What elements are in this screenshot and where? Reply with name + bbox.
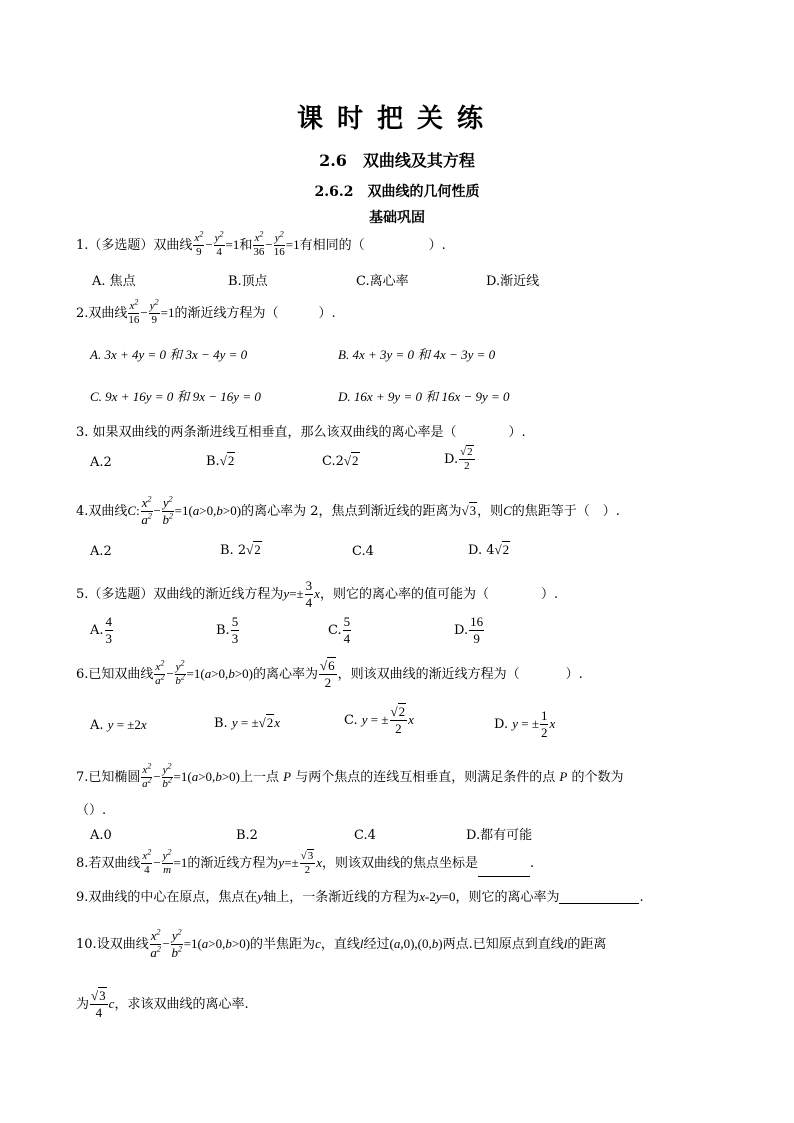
- question-10-line2: 为 $\frac{√3}{4}$ c，求该双曲线的离心率.: [76, 988, 249, 1020]
- question-7-line2: （）.: [76, 803, 107, 818]
- question-4-stem: 4.双曲线C: $\frac{x^2}{a^2}$ − $\frac{y^2}{b^2}$ =1(a>0,b>0)的离心率为 2，焦点到渐近线的距离为√3，则C的焦距等于（ ）.: [76, 494, 620, 527]
- question-7-stem: 7.已知椭圆 $\frac{x^2}{a^2}$ − $\frac{y^2}{b^2}$ =1(a>0,b>0)上一点 P 与两个焦点的连线互相垂直，则满足条件的点 P 的个数为: [76, 761, 624, 790]
- section-heading: 2.6 双曲线及其方程: [319, 151, 475, 170]
- q6-option-d: D. y = ± $\frac{1}{2}$ x: [494, 708, 556, 740]
- page-title: 课时把关练: [296, 104, 497, 134]
- q6-option-c: C. y = ± $\frac{√2}{2}$ x: [344, 704, 414, 736]
- q1-option-c: C.离心率: [356, 274, 409, 289]
- subsection-heading: 2.6.2 双曲线的几何性质: [314, 184, 480, 200]
- q2-option-a: A. 3x + 4y = 0 和 3x − 4y = 0: [90, 347, 248, 362]
- q7-option-b: B.2: [236, 828, 258, 843]
- q7-option-c: C.4: [354, 828, 376, 843]
- question-6-stem: 6.已知双曲线 $\frac{x^2}{a^2}$ − $\frac{y^2}{b^2}$ =1(a>0,b>0)的离心率为 $\frac{√6}{2}$ ，则该双曲线的渐近线方程为（ ）.: [76, 658, 583, 690]
- q7-option-a: A.0: [90, 828, 112, 843]
- q2-option-b: B. 4x + 3y = 0 和 4x − 3y = 0: [338, 347, 496, 362]
- q6-option-b: B. y = ±√2x: [214, 715, 280, 731]
- q5-option-d: D. $\frac{16}{9}$: [454, 614, 484, 646]
- q3-option-b: B.√2: [206, 453, 235, 469]
- q9-answer-blank[interactable]: [559, 891, 639, 904]
- q4-option-a: A.2: [90, 544, 112, 559]
- q3-option-d: D. $\frac{√2}{2}$: [444, 446, 473, 472]
- q3-option-a: A.2: [90, 455, 112, 470]
- q4-option-c: C.4: [352, 544, 374, 559]
- q7-option-d: D.都有可能: [466, 828, 533, 843]
- question-1-stem: 1.（多选题）双曲线 $\frac{x^2}{9}$ − $\frac{y^2}{4}$ =1和 $\frac{x^2}{36}$ − $\frac{y^2}{16}$ =1有相同的（ ）.: [76, 229, 446, 258]
- q2-option-d: D. 16x + 9y = 0 和 16x − 9y = 0: [338, 389, 510, 404]
- part-heading: 基础巩固: [369, 210, 425, 226]
- q4-option-d: D. 4√2: [468, 542, 510, 558]
- q1-option-a: A. 焦点: [92, 274, 136, 289]
- question-8-stem: 8.若双曲线 $\frac{x^2}{4}$ − $\frac{y^2}{m}$ =1的渐近线方程为y=± $\frac{√3}{2}$ x，则该双曲线的焦点坐标是 .: [76, 847, 535, 876]
- question-5-stem: 5.（多选题）双曲线的渐近线方程为y=± $\frac{3}{4}$ x，则它的离心率的值可能为（ ）.: [76, 578, 559, 610]
- q1-option-b: B.顶点: [228, 274, 268, 289]
- q3-option-c: C.2√2: [322, 453, 359, 469]
- q4-option-b: B. 2√2: [220, 542, 261, 558]
- q6-option-a: A. y = ±2x: [90, 717, 147, 733]
- q1-option-d: D.渐近线: [486, 274, 540, 289]
- question-9-stem: 9.双曲线的中心在原点，焦点在y轴上，一条渐近线的方程为x-2y=0，则它的离心率为 .: [76, 889, 644, 905]
- q8-answer-blank[interactable]: [478, 864, 530, 877]
- question-10-stem: 10.设双曲线 $\frac{x^2}{a^2}$ − $\frac{y^2}{b^2}$ =1(a>0,b>0)的半焦距为c，直线l经过(a,0),(0,b)两点.已知原点到直线l的距离: [76, 927, 607, 960]
- q5-option-a: A. $\frac{4}{3}$: [90, 614, 113, 646]
- q5-option-b: B. $\frac{5}{3}$: [216, 614, 239, 646]
- q2-option-c: C. 9x + 16y = 0 和 9x − 16y = 0: [90, 389, 261, 404]
- question-3-stem: 3. 如果双曲线的两条渐进线互相垂直，那么该双曲线的离心率是（ ）.: [76, 425, 526, 440]
- q5-option-c: C. $\frac{5}{4}$: [328, 614, 351, 646]
- question-2-stem: 2.双曲线 $\frac{x^2}{16}$ − $\frac{y^2}{9}$ =1的渐近线方程为（ ）.: [76, 297, 336, 326]
